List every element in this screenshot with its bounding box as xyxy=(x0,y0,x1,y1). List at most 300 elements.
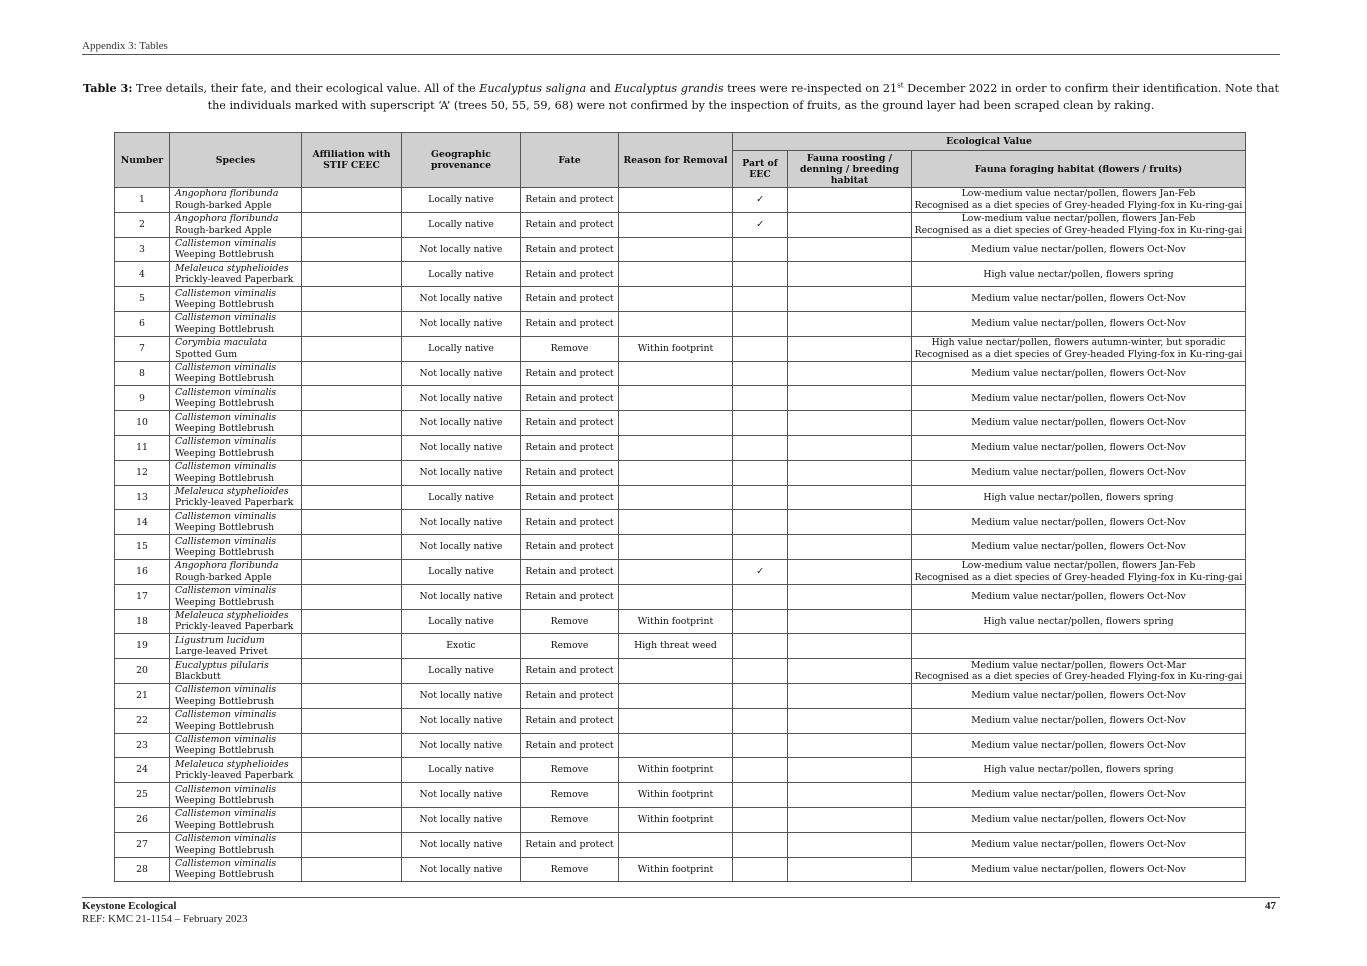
foraging-line-1: High value nectar/pollen, flowers autumn-winter, but sporadic xyxy=(931,337,1226,349)
cell-provenance: Not locally native xyxy=(402,683,521,708)
cell-provenance: Not locally native xyxy=(402,287,521,312)
cell-part-of-eec xyxy=(733,758,788,783)
page-number: 47 xyxy=(1265,900,1276,912)
cell-fauna-roosting xyxy=(788,485,912,510)
species-scientific-name: Angophora floribunda xyxy=(175,213,279,225)
cell-species xyxy=(170,311,302,336)
cell-fate: Remove xyxy=(521,758,619,783)
cell-affiliation xyxy=(302,634,402,659)
cell-fate: Remove xyxy=(521,783,619,808)
species-scientific-name: Callistemon viminalis xyxy=(175,857,277,869)
cell-species xyxy=(170,559,302,584)
cell-number: 3 xyxy=(115,237,170,262)
cell-fate: Retain and protect xyxy=(521,237,619,262)
cell-provenance: Not locally native xyxy=(402,535,521,560)
cell-affiliation xyxy=(302,659,402,684)
cell-fate: Retain and protect xyxy=(521,832,619,857)
cell-species xyxy=(170,188,302,213)
cell-fauna-roosting xyxy=(788,510,912,535)
species-common-name: Weeping Bottlebrush xyxy=(175,596,275,608)
cell-fauna-roosting xyxy=(788,783,912,808)
species-scientific-name: Callistemon viminalis xyxy=(175,287,277,299)
cell-part-of-eec xyxy=(733,609,788,634)
species-common-name: Weeping Bottlebrush xyxy=(175,447,275,459)
cell-fauna-roosting xyxy=(788,584,912,609)
cell-affiliation xyxy=(302,262,402,287)
cell-number: 20 xyxy=(115,659,170,684)
species-scientific-name: Callistemon viminalis xyxy=(175,733,277,745)
table-row xyxy=(115,634,1246,659)
cell-species xyxy=(170,783,302,808)
cell-provenance: Not locally native xyxy=(402,237,521,262)
cell-reason: Within footprint xyxy=(619,336,733,361)
species-scientific-name: Callistemon viminalis xyxy=(175,833,277,845)
cell-affiliation xyxy=(302,559,402,584)
species-common-name: Large-leaved Privet xyxy=(175,646,268,658)
header-part-of-eec: Part of EEC xyxy=(733,151,788,188)
species-scientific-name: Callistemon viminalis xyxy=(175,510,277,522)
cell-reason xyxy=(619,311,733,336)
table-row xyxy=(115,783,1246,808)
header-reason: Reason for Removal xyxy=(619,133,733,188)
cell-species xyxy=(170,212,302,237)
cell-affiliation xyxy=(302,733,402,758)
cell-fate: Retain and protect xyxy=(521,411,619,436)
cell-reason xyxy=(619,262,733,287)
cell-fate: Retain and protect xyxy=(521,683,619,708)
foraging-line-1: High value nectar/pollen, flowers spring xyxy=(983,764,1174,776)
cell-provenance: Not locally native xyxy=(402,733,521,758)
species-common-name: Weeping Bottlebrush xyxy=(175,423,275,435)
cell-part-of-eec xyxy=(733,336,788,361)
cell-number: 24 xyxy=(115,758,170,783)
header-fate: Fate xyxy=(521,133,619,188)
species-scientific-name: Callistemon viminalis xyxy=(175,808,277,820)
species-common-name: Weeping Bottlebrush xyxy=(175,249,275,261)
cell-reason xyxy=(619,411,733,436)
cell-reason xyxy=(619,659,733,684)
cell-number: 22 xyxy=(115,708,170,733)
foraging-line-1: Medium value nectar/pollen, flowers Oct-Nov xyxy=(971,392,1186,404)
cell-part-of-eec xyxy=(733,584,788,609)
cell-fate: Retain and protect xyxy=(521,435,619,460)
species-scientific-name: Corymbia maculata xyxy=(175,337,267,349)
tree-details-table xyxy=(114,132,1246,882)
cell-fate: Retain and protect xyxy=(521,262,619,287)
species-common-name: Weeping Bottlebrush xyxy=(175,299,275,311)
cell-species xyxy=(170,237,302,262)
cell-fauna-foraging xyxy=(912,361,1246,386)
foraging-line-2: Recognised as a diet species of Grey-headed Flying-fox in Ku-ring-gai xyxy=(914,224,1243,236)
table-row xyxy=(115,188,1246,213)
cell-fate: Retain and protect xyxy=(521,485,619,510)
foraging-line-1: Medium value nectar/pollen, flowers Oct-Nov xyxy=(971,541,1186,553)
species-scientific-name: Melaleuca styphelioides xyxy=(175,485,289,497)
species-common-name: Spotted Gum xyxy=(175,348,238,360)
cell-fauna-foraging xyxy=(912,485,1246,510)
table-caption xyxy=(82,80,1280,114)
footer-reference: REF: KMC 21-1154 – February 2023 xyxy=(82,913,248,925)
cell-affiliation xyxy=(302,807,402,832)
species-common-name: Weeping Bottlebrush xyxy=(175,373,275,385)
cell-provenance: Not locally native xyxy=(402,386,521,411)
header-fauna-foraging: Fauna foraging habitat (flowers / fruits) xyxy=(912,151,1246,188)
cell-fate: Retain and protect xyxy=(521,361,619,386)
foraging-line-1: Medium value nectar/pollen, flowers Oct-Nov xyxy=(971,714,1186,726)
cell-fauna-roosting xyxy=(788,188,912,213)
cell-species xyxy=(170,460,302,485)
species-scientific-name: Callistemon viminalis xyxy=(175,312,277,324)
header-fauna-roosting: Fauna roosting / denning / breeding habitat xyxy=(788,151,912,188)
foraging-line-1: Medium value nectar/pollen, flowers Oct-Nov xyxy=(971,417,1186,429)
species-common-name: Weeping Bottlebrush xyxy=(175,323,275,335)
foraging-line-1: Low-medium value nectar/pollen, flowers Jan-Feb xyxy=(961,188,1196,200)
cell-fauna-roosting xyxy=(788,262,912,287)
cell-fauna-foraging xyxy=(912,262,1246,287)
cell-species xyxy=(170,510,302,535)
species-common-name: Rough-barked Apple xyxy=(175,199,272,211)
cell-number: 6 xyxy=(115,311,170,336)
foraging-line-1: Medium value nectar/pollen, flowers Oct-Nov xyxy=(971,690,1186,702)
cell-number: 9 xyxy=(115,386,170,411)
cell-provenance: Not locally native xyxy=(402,832,521,857)
cell-number: 10 xyxy=(115,411,170,436)
cell-part-of-eec: ✓ xyxy=(733,559,788,584)
cell-reason xyxy=(619,708,733,733)
cell-fauna-foraging xyxy=(912,311,1246,336)
cell-part-of-eec xyxy=(733,311,788,336)
table-row xyxy=(115,733,1246,758)
cell-fauna-foraging xyxy=(912,435,1246,460)
cell-species xyxy=(170,435,302,460)
cell-fauna-roosting xyxy=(788,435,912,460)
table-row xyxy=(115,460,1246,485)
cell-fauna-foraging xyxy=(912,807,1246,832)
cell-species xyxy=(170,609,302,634)
caption-text-1: Tree details, their fate, and their ecological value. All of the xyxy=(132,82,480,95)
table-row xyxy=(115,758,1246,783)
cell-part-of-eec xyxy=(733,634,788,659)
cell-species xyxy=(170,807,302,832)
foraging-line-2: Recognised as a diet species of Grey-headed Flying-fox in Ku-ring-gai xyxy=(914,671,1243,683)
cell-affiliation xyxy=(302,460,402,485)
species-common-name: Weeping Bottlebrush xyxy=(175,547,275,559)
table-row xyxy=(115,237,1246,262)
cell-part-of-eec xyxy=(733,262,788,287)
cell-part-of-eec xyxy=(733,807,788,832)
cell-reason xyxy=(619,832,733,857)
table-row xyxy=(115,510,1246,535)
cell-fauna-roosting xyxy=(788,708,912,733)
cell-provenance: Not locally native xyxy=(402,411,521,436)
table-row xyxy=(115,361,1246,386)
species-scientific-name: Ligustrum lucidum xyxy=(175,634,265,646)
cell-fate: Retain and protect xyxy=(521,733,619,758)
cell-fauna-roosting xyxy=(788,212,912,237)
cell-species xyxy=(170,336,302,361)
cell-number: 4 xyxy=(115,262,170,287)
cell-fate: Retain and protect xyxy=(521,510,619,535)
cell-affiliation xyxy=(302,857,402,882)
cell-species xyxy=(170,708,302,733)
cell-affiliation xyxy=(302,311,402,336)
cell-number: 27 xyxy=(115,832,170,857)
cell-part-of-eec: ✓ xyxy=(733,188,788,213)
cell-species xyxy=(170,659,302,684)
species-common-name: Weeping Bottlebrush xyxy=(175,720,275,732)
cell-provenance: Not locally native xyxy=(402,460,521,485)
header-provenance: Geographic provenance xyxy=(402,133,521,188)
caption-text-4: December 2022 in order to confirm their identification. Note that the individuals marked with superscript ‘A’ (trees 50, 55, 59, 68) were not confirmed by the inspection of fruits, as the ground layer had been scraped clean by raking. xyxy=(207,82,1280,112)
cell-species xyxy=(170,287,302,312)
caption-species-1: Eucalyptus saligna xyxy=(479,82,587,95)
cell-affiliation xyxy=(302,535,402,560)
cell-fauna-foraging xyxy=(912,634,1246,659)
cell-part-of-eec xyxy=(733,510,788,535)
species-common-name: Weeping Bottlebrush xyxy=(175,522,275,534)
cell-fauna-roosting xyxy=(788,411,912,436)
footer-left xyxy=(82,900,248,926)
caption-superscript: st xyxy=(897,81,904,90)
cell-provenance: Exotic xyxy=(402,634,521,659)
cell-fauna-roosting xyxy=(788,807,912,832)
cell-number: 11 xyxy=(115,435,170,460)
foraging-line-1: High value nectar/pollen, flowers spring xyxy=(983,615,1174,627)
cell-affiliation xyxy=(302,336,402,361)
cell-provenance: Not locally native xyxy=(402,857,521,882)
cell-part-of-eec xyxy=(733,733,788,758)
cell-reason xyxy=(619,212,733,237)
cell-affiliation xyxy=(302,386,402,411)
table-row xyxy=(115,485,1246,510)
species-scientific-name: Callistemon viminalis xyxy=(175,461,277,473)
caption-label: Table 3: xyxy=(82,81,133,95)
cell-part-of-eec xyxy=(733,659,788,684)
caption-species-2: Eucalyptus grandis xyxy=(614,82,724,95)
cell-provenance: Not locally native xyxy=(402,435,521,460)
cell-reason: Within footprint xyxy=(619,807,733,832)
cell-affiliation xyxy=(302,832,402,857)
table-row xyxy=(115,683,1246,708)
cell-fauna-roosting xyxy=(788,832,912,857)
species-scientific-name: Angophora floribunda xyxy=(175,188,279,200)
cell-species xyxy=(170,733,302,758)
header-ecological-value: Ecological Value xyxy=(733,133,1246,151)
cell-fauna-roosting xyxy=(788,857,912,882)
cell-fauna-foraging xyxy=(912,733,1246,758)
species-scientific-name: Callistemon viminalis xyxy=(175,386,277,398)
cell-fauna-roosting xyxy=(788,609,912,634)
cell-affiliation xyxy=(302,435,402,460)
footer-divider xyxy=(82,897,1280,898)
foraging-line-2: Recognised as a diet species of Grey-headed Flying-fox in Ku-ring-gai xyxy=(914,348,1243,360)
species-common-name: Weeping Bottlebrush xyxy=(175,472,275,484)
cell-number: 7 xyxy=(115,336,170,361)
cell-fate: Remove xyxy=(521,807,619,832)
cell-number: 5 xyxy=(115,287,170,312)
header-species: Species xyxy=(170,133,302,188)
caption-text-2: and xyxy=(586,82,615,95)
cell-provenance: Locally native xyxy=(402,188,521,213)
cell-fauna-roosting xyxy=(788,386,912,411)
cell-provenance: Locally native xyxy=(402,336,521,361)
cell-fate: Retain and protect xyxy=(521,188,619,213)
cell-reason xyxy=(619,237,733,262)
cell-fauna-roosting xyxy=(788,758,912,783)
cell-reason xyxy=(619,287,733,312)
cell-part-of-eec xyxy=(733,287,788,312)
species-scientific-name: Callistemon viminalis xyxy=(175,411,277,423)
cell-provenance: Not locally native xyxy=(402,783,521,808)
cell-provenance: Not locally native xyxy=(402,361,521,386)
cell-fate: Retain and protect xyxy=(521,584,619,609)
cell-fauna-foraging xyxy=(912,683,1246,708)
cell-affiliation xyxy=(302,584,402,609)
species-scientific-name: Eucalyptus pilularis xyxy=(175,659,269,671)
foraging-line-1: Medium value nectar/pollen, flowers Oct-Nov xyxy=(971,814,1186,826)
species-common-name: Prickly-leaved Paperbark xyxy=(175,497,294,509)
cell-affiliation xyxy=(302,708,402,733)
cell-provenance: Not locally native xyxy=(402,510,521,535)
species-common-name: Prickly-leaved Paperbark xyxy=(175,621,294,633)
cell-part-of-eec xyxy=(733,485,788,510)
cell-number: 1 xyxy=(115,188,170,213)
cell-fauna-foraging xyxy=(912,609,1246,634)
running-header: Appendix 3: Tables xyxy=(82,40,168,52)
cell-affiliation xyxy=(302,609,402,634)
cell-number: 16 xyxy=(115,559,170,584)
cell-fauna-roosting xyxy=(788,460,912,485)
cell-reason xyxy=(619,386,733,411)
foraging-line-1: High value nectar/pollen, flowers spring xyxy=(983,268,1174,280)
species-common-name: Weeping Bottlebrush xyxy=(175,819,275,831)
species-common-name: Prickly-leaved Paperbark xyxy=(175,770,294,782)
species-scientific-name: Melaleuca styphelioides xyxy=(175,758,289,770)
cell-reason xyxy=(619,188,733,213)
cell-affiliation xyxy=(302,758,402,783)
cell-provenance: Not locally native xyxy=(402,311,521,336)
cell-reason xyxy=(619,460,733,485)
table-row xyxy=(115,832,1246,857)
foraging-line-1: Medium value nectar/pollen, flowers Oct-Nov xyxy=(971,466,1186,478)
cell-provenance: Locally native xyxy=(402,559,521,584)
cell-part-of-eec xyxy=(733,708,788,733)
table-row xyxy=(115,708,1246,733)
cell-fauna-foraging xyxy=(912,857,1246,882)
cell-reason: Within footprint xyxy=(619,609,733,634)
table-row xyxy=(115,336,1246,361)
foraging-line-1: Medium value nectar/pollen, flowers Oct-Mar xyxy=(971,659,1187,671)
cell-provenance: Locally native xyxy=(402,262,521,287)
cell-part-of-eec xyxy=(733,535,788,560)
table-row xyxy=(115,609,1246,634)
cell-fauna-roosting xyxy=(788,311,912,336)
cell-fauna-foraging xyxy=(912,287,1246,312)
cell-fauna-roosting xyxy=(788,361,912,386)
cell-reason xyxy=(619,361,733,386)
cell-affiliation xyxy=(302,683,402,708)
cell-fate: Remove xyxy=(521,857,619,882)
cell-number: 14 xyxy=(115,510,170,535)
species-common-name: Weeping Bottlebrush xyxy=(175,795,275,807)
cell-reason xyxy=(619,510,733,535)
species-common-name: Weeping Bottlebrush xyxy=(175,398,275,410)
cell-fate: Retain and protect xyxy=(521,559,619,584)
species-common-name: Rough-barked Apple xyxy=(175,224,272,236)
cell-fauna-foraging xyxy=(912,758,1246,783)
table-row xyxy=(115,311,1246,336)
cell-provenance: Not locally native xyxy=(402,807,521,832)
header-divider xyxy=(82,54,1280,55)
cell-species xyxy=(170,262,302,287)
cell-affiliation xyxy=(302,485,402,510)
foraging-line-1: High value nectar/pollen, flowers spring xyxy=(983,491,1174,503)
cell-reason xyxy=(619,535,733,560)
table-row xyxy=(115,435,1246,460)
header-number: Number xyxy=(115,133,170,188)
foraging-line-1: Medium value nectar/pollen, flowers Oct-Nov xyxy=(971,590,1186,602)
cell-number: 13 xyxy=(115,485,170,510)
foraging-line-1: Medium value nectar/pollen, flowers Oct-Nov xyxy=(971,789,1186,801)
foraging-line-1: Medium value nectar/pollen, flowers Oct-Nov xyxy=(971,838,1186,850)
cell-reason: High threat weed xyxy=(619,634,733,659)
foraging-line-1: Medium value nectar/pollen, flowers Oct-Nov xyxy=(971,863,1186,875)
cell-reason: Within footprint xyxy=(619,783,733,808)
cell-fauna-foraging xyxy=(912,832,1246,857)
cell-fauna-roosting xyxy=(788,336,912,361)
cell-fauna-roosting xyxy=(788,733,912,758)
cell-part-of-eec xyxy=(733,832,788,857)
cell-provenance: Locally native xyxy=(402,659,521,684)
table-row xyxy=(115,659,1246,684)
cell-affiliation xyxy=(302,212,402,237)
cell-fauna-roosting xyxy=(788,659,912,684)
foraging-line-1: Medium value nectar/pollen, flowers Oct-Nov xyxy=(971,516,1186,528)
cell-fate: Retain and protect xyxy=(521,287,619,312)
cell-reason xyxy=(619,435,733,460)
caption-text-3: trees were re-inspected on 21 xyxy=(723,82,898,95)
cell-fauna-foraging xyxy=(912,783,1246,808)
cell-number: 23 xyxy=(115,733,170,758)
foraging-line-1: Medium value nectar/pollen, flowers Oct-Nov xyxy=(971,739,1186,751)
cell-fate: Retain and protect xyxy=(521,311,619,336)
cell-part-of-eec xyxy=(733,435,788,460)
cell-part-of-eec xyxy=(733,237,788,262)
cell-number: 26 xyxy=(115,807,170,832)
cell-fate: Retain and protect xyxy=(521,708,619,733)
cell-number: 17 xyxy=(115,584,170,609)
cell-fauna-foraging xyxy=(912,510,1246,535)
cell-part-of-eec xyxy=(733,783,788,808)
cell-part-of-eec xyxy=(733,411,788,436)
cell-species xyxy=(170,683,302,708)
table-row xyxy=(115,535,1246,560)
cell-number: 12 xyxy=(115,460,170,485)
species-scientific-name: Melaleuca styphelioides xyxy=(175,609,289,621)
cell-fate: Retain and protect xyxy=(521,386,619,411)
cell-part-of-eec xyxy=(733,460,788,485)
foraging-line-1: Medium value nectar/pollen, flowers Oct-Nov xyxy=(971,243,1186,255)
cell-reason xyxy=(619,559,733,584)
cell-reason xyxy=(619,683,733,708)
cell-fate: Retain and protect xyxy=(521,460,619,485)
cell-fate: Remove xyxy=(521,634,619,659)
cell-reason xyxy=(619,485,733,510)
cell-provenance: Locally native xyxy=(402,609,521,634)
cell-fauna-foraging xyxy=(912,212,1246,237)
cell-species xyxy=(170,584,302,609)
cell-fauna-foraging xyxy=(912,708,1246,733)
